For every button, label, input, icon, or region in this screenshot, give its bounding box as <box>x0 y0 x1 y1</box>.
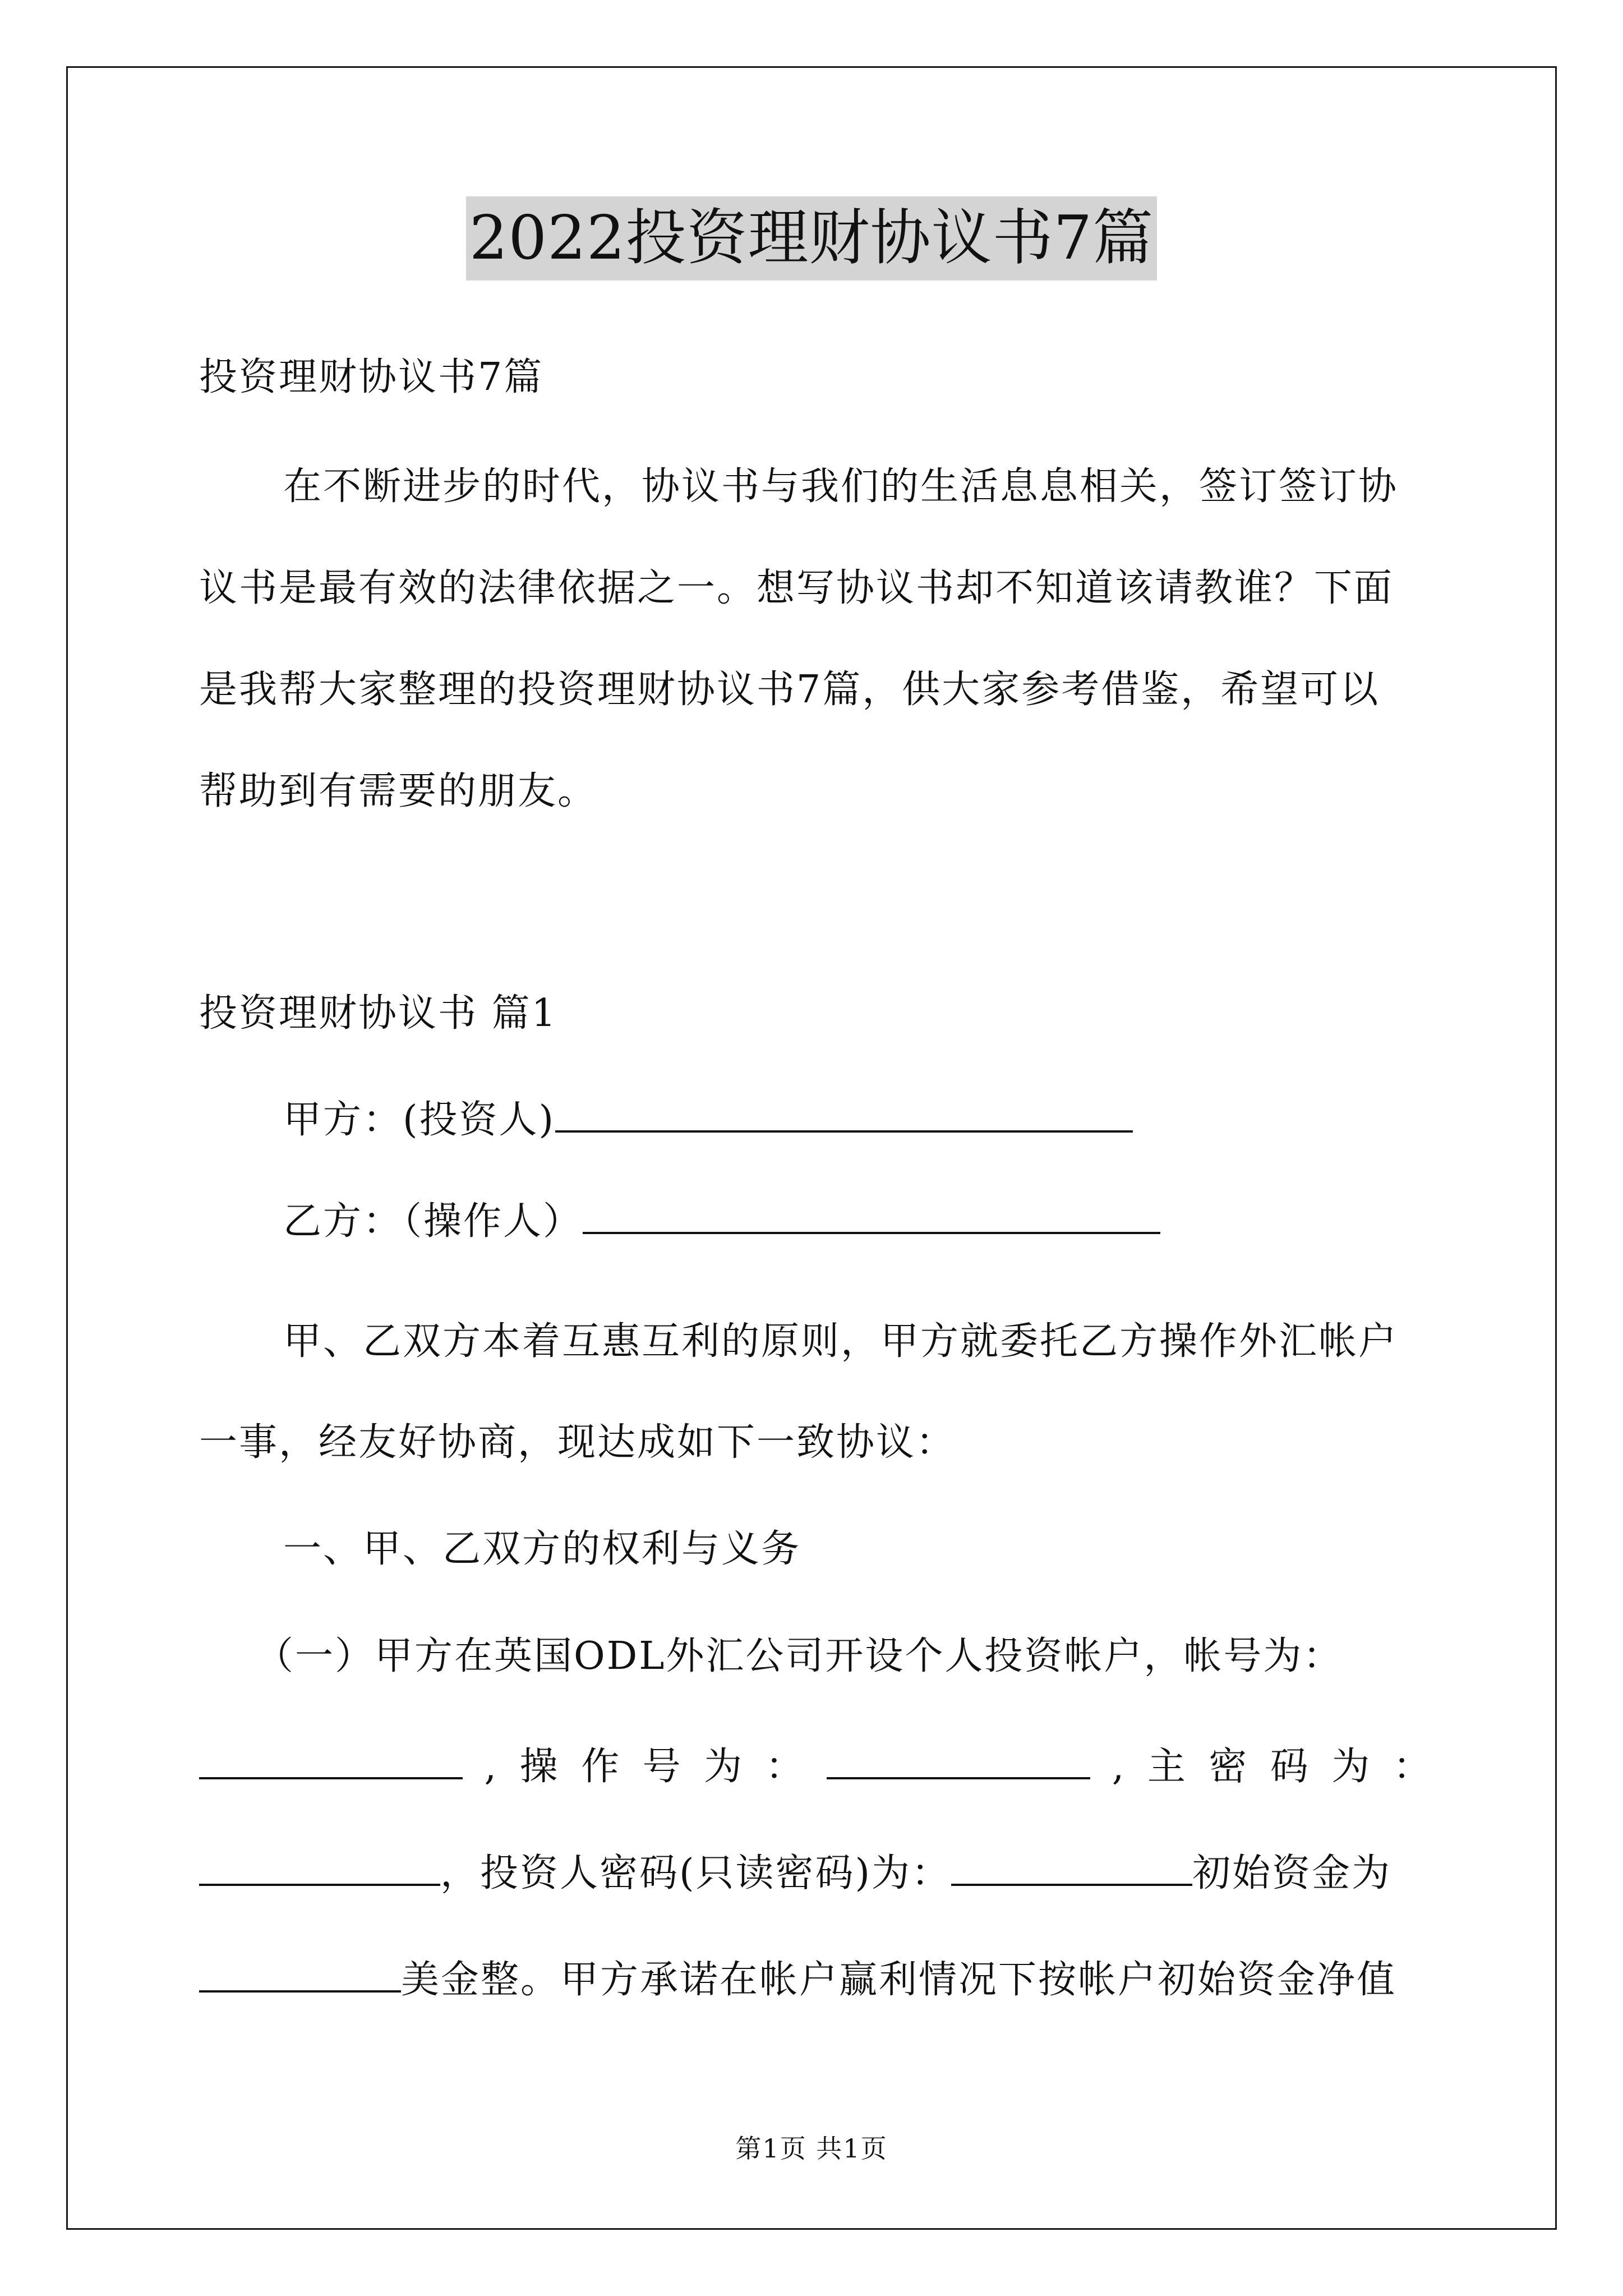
clause-1-char: ： <box>1393 1745 1433 1789</box>
party-a-blank <box>555 1091 1133 1133</box>
clause-1-line-4 <box>199 1951 1433 2005</box>
operation-number-blank <box>827 1738 1090 1779</box>
capital-amount-blank <box>199 1951 401 1993</box>
clause-1-char: 密 <box>1209 1745 1249 1789</box>
clause-heading: 一、甲、乙双方的权利与义务 <box>283 1527 801 1571</box>
principle-line-1: 甲、乙双方本着互惠互利的原则，甲方就委托乙方操作外汇帐户 <box>283 1319 1399 1364</box>
document-subtitle: 投资理财协议书7篇 <box>199 355 544 399</box>
intro-line-1: 在不断进步的时代，协议书与我们的生活息息相关，签订签订协 <box>283 464 1399 509</box>
intro-line-3: 是我帮大家整理的投资理财协议书7篇，供大家参考借鉴，希望可以 <box>199 668 1380 712</box>
clause-1-line-2 <box>199 1738 1433 1792</box>
intro-line-4: 帮助到有需要的朋友。 <box>199 769 598 813</box>
clause-1-char: 码 <box>1270 1745 1310 1789</box>
party-b-blank <box>583 1193 1160 1234</box>
clause-1-char: , <box>484 1745 499 1789</box>
investor-password-blank <box>951 1844 1192 1886</box>
section-heading: 投资理财协议书 篇1 <box>199 991 557 1036</box>
initial-capital-label: 初始资金为 <box>1192 1851 1392 1895</box>
clause-1-char: 为 <box>1331 1745 1372 1789</box>
clause-1-char: 主 <box>1147 1745 1187 1789</box>
clause-1-char: 操 <box>519 1745 560 1789</box>
account-number-blank <box>199 1738 463 1779</box>
intro-line-2: 议书是最有效的法律依据之一。想写协议书却不知道该请教谁？下面 <box>199 566 1394 610</box>
party-a-label: 甲方：(投资人) <box>283 1098 556 1142</box>
title-container <box>0 196 1623 280</box>
document-title: 2022投资理财协议书7篇 <box>466 196 1158 280</box>
party-b-label: 乙方：（操作人） <box>283 1199 583 1244</box>
clause-1-char: 号 <box>642 1745 683 1789</box>
clause-1-line-4-text: 美金整。甲方承诺在帐户赢利情况下按帐户初始资金净值 <box>401 1958 1397 2002</box>
clause-1-line-1: （一）甲方在英国ODL外汇公司开设个人投资帐户，帐号为： <box>255 1634 1343 1678</box>
clause-1-char: ： <box>765 1745 805 1789</box>
clause-1-line-3 <box>199 1844 1433 1899</box>
party-b-line <box>283 1193 1433 1247</box>
main-password-blank <box>199 1844 440 1886</box>
clause-1-char: , <box>1112 1745 1126 1789</box>
investor-password-label: ，投资人密码(只读密码)为： <box>440 1851 952 1895</box>
clause-1-char: 为 <box>704 1745 744 1789</box>
clause-1-char: 作 <box>581 1745 621 1789</box>
principle-line-2: 一事，经友好协商，现达成如下一致协议： <box>199 1420 956 1465</box>
party-a-line <box>283 1091 1433 1145</box>
page-footer: 第1页 共1页 <box>735 2133 888 2164</box>
